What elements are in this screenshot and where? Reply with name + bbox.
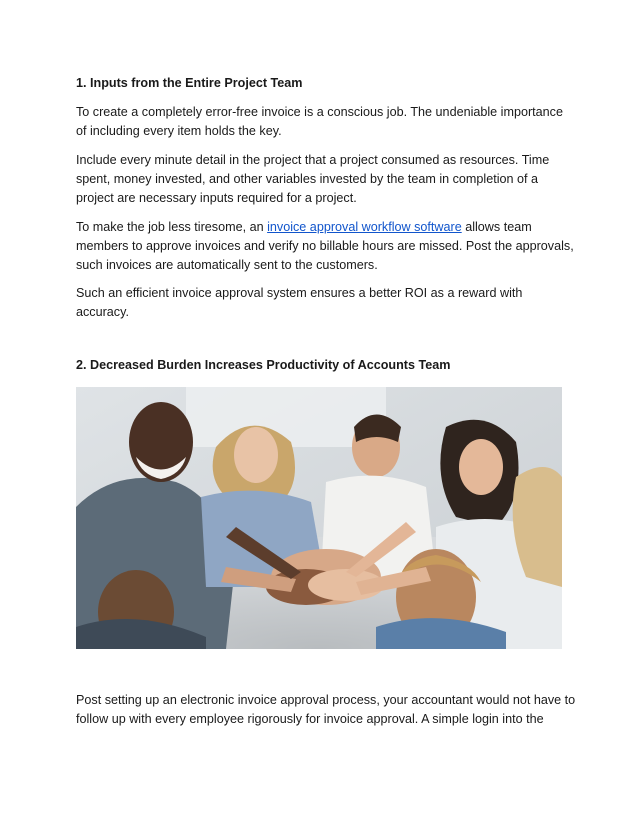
team-photo-illustration (76, 387, 562, 649)
section1-para3 (76, 218, 576, 275)
section1-heading: 1. Inputs from the Entire Project Team (76, 76, 303, 90)
section1-para4: Such an efficient invoice approval system ensures a better ROI as a reward with accuracy. (76, 286, 523, 319)
para3-text-before: To make the job less tiresome, an (76, 220, 268, 234)
para3-text-after: allows team members to approve invoices and verify no billable hours are missed. Post the approvals, such invoices are automatically sent to the customers. (76, 220, 574, 272)
section1-para1: To create a completely error-free invoice is a conscious job. The undeniable importance of including every item holds the key. (76, 105, 563, 138)
section2-para1: Post setting up an electronic invoice approval process, your accountant would not have to follow up with every employee rigorously for invoice approval. A simple login into the (76, 693, 576, 726)
team-hands-together-photo (76, 387, 562, 649)
section2-heading: 2. Decreased Burden Increases Productivity of Accounts Team (76, 358, 451, 372)
invoice-approval-link[interactable]: invoice approval workflow software (267, 220, 462, 234)
section1-para2: Include every minute detail in the project that a project consumed as resources. Time spent, money invested, and other variables invested by the team in completion of a project are necessary inputs required for a project. (76, 153, 550, 205)
